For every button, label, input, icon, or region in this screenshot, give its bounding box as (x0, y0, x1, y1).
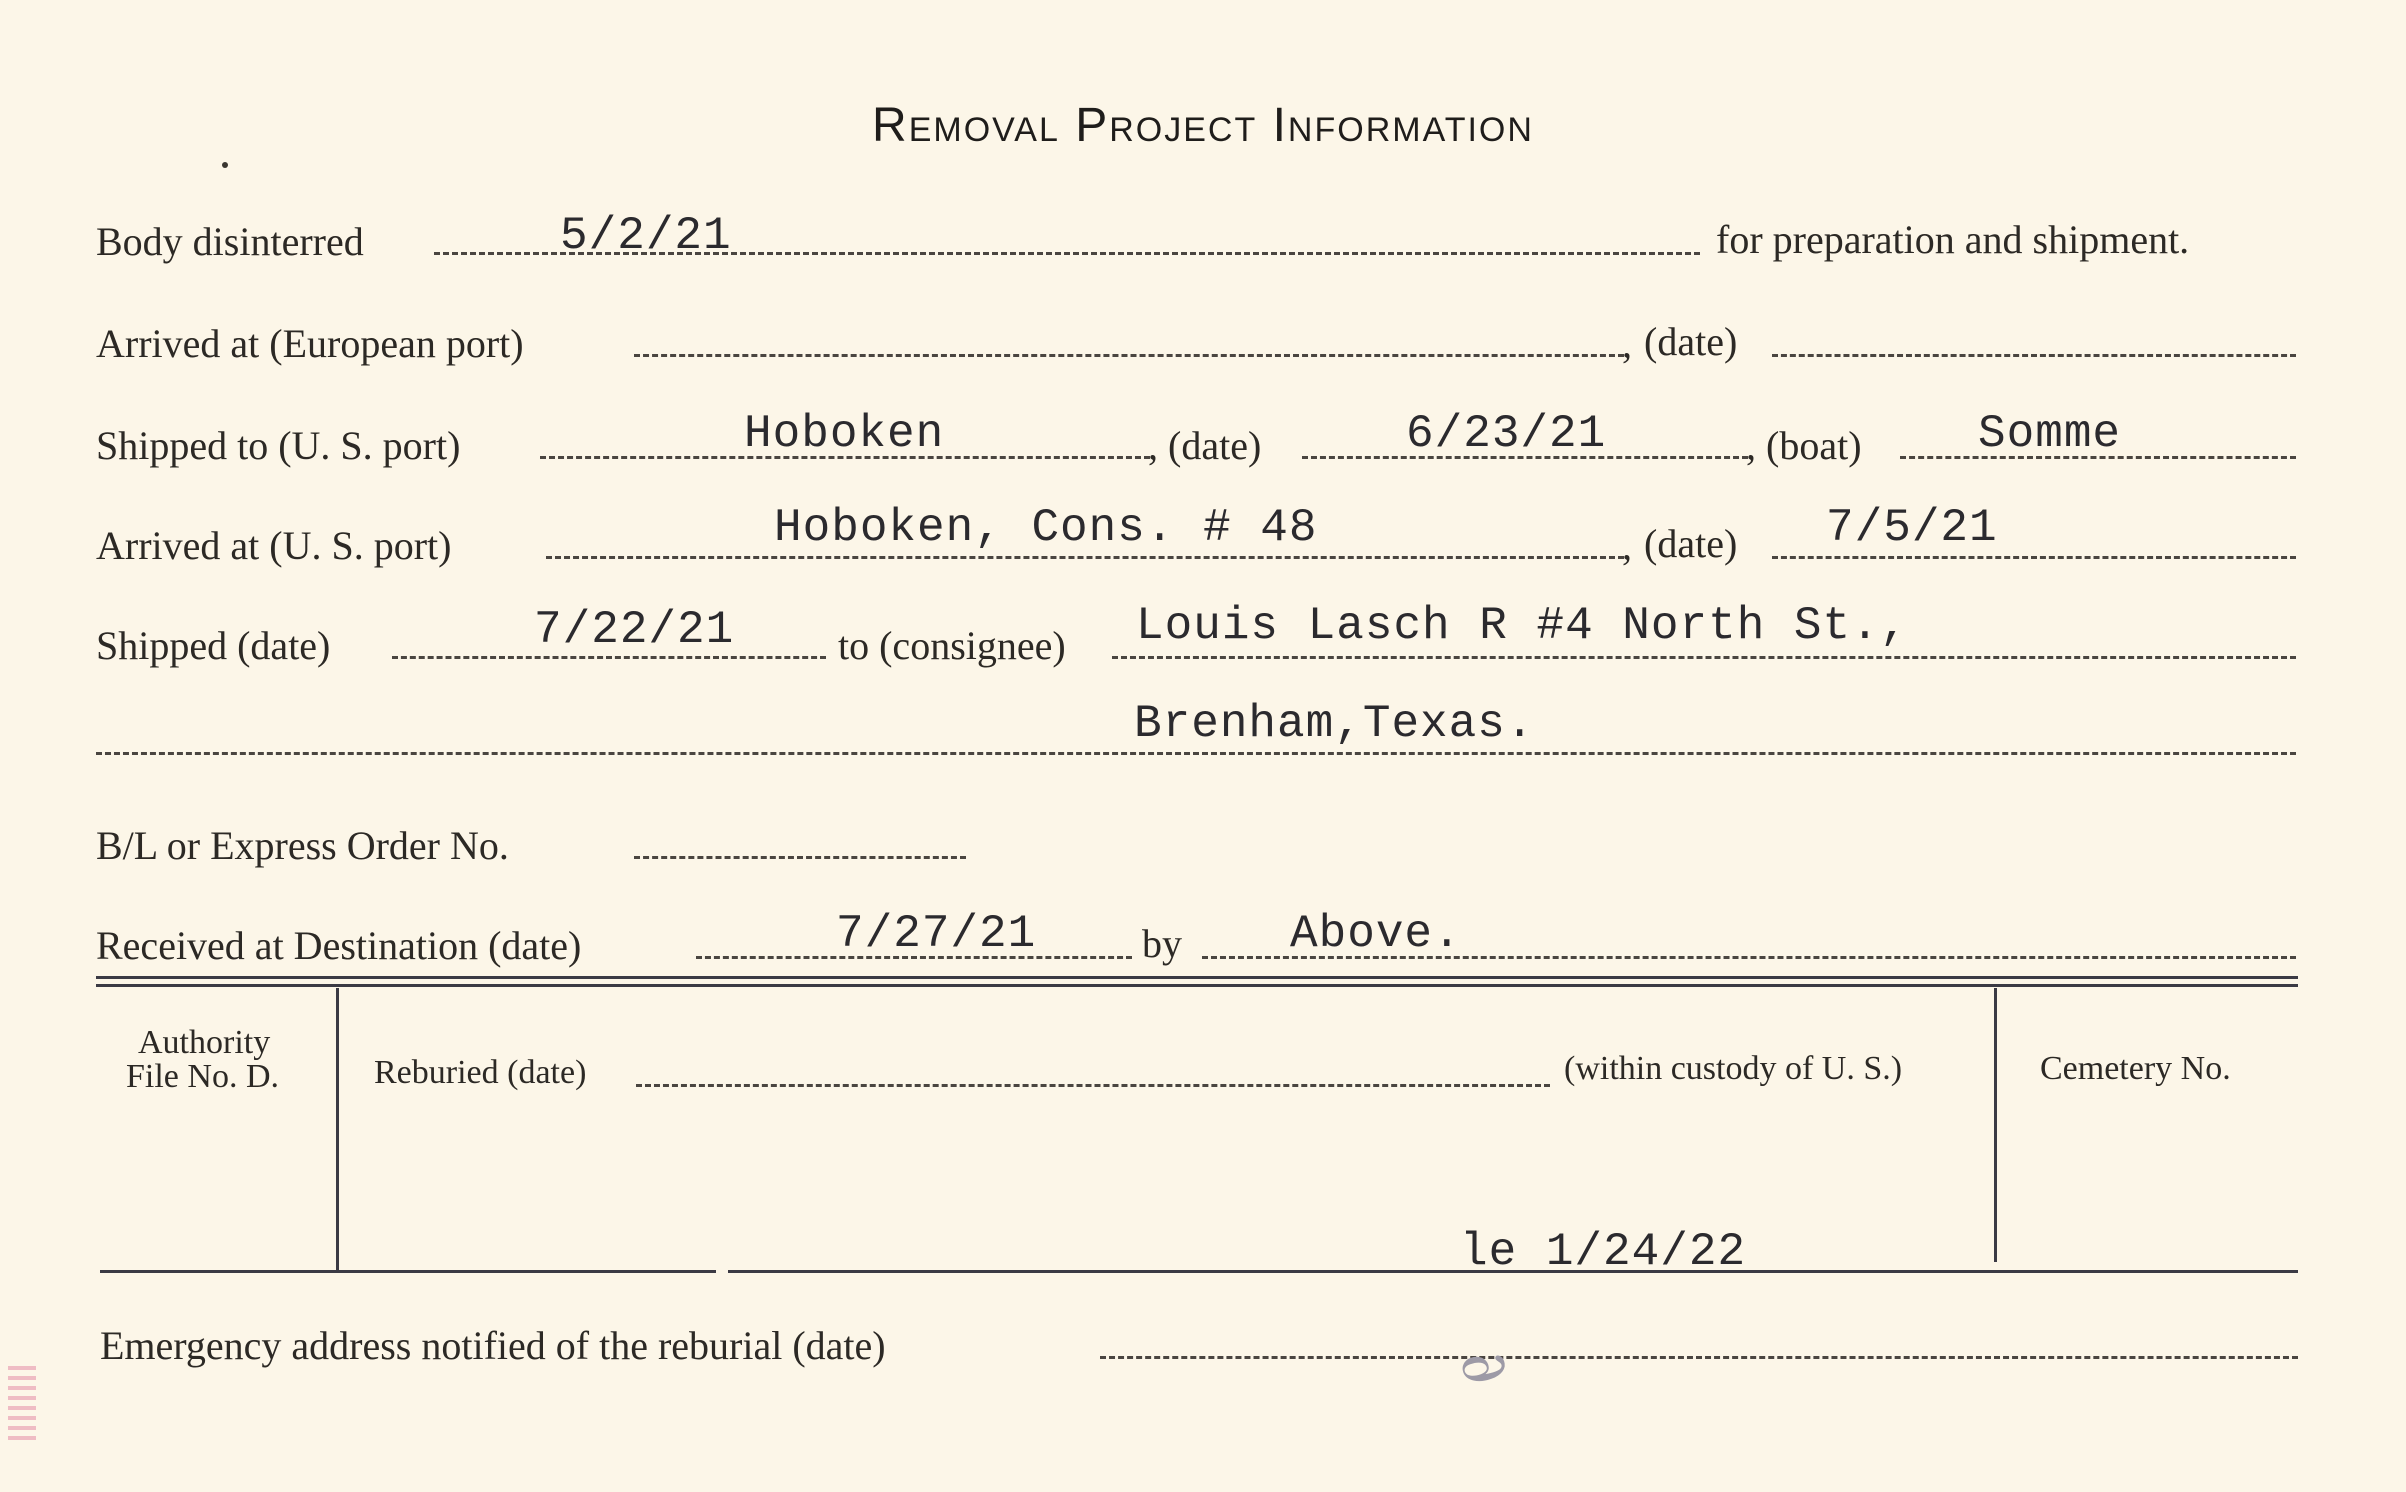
box-bottom-rule-right (728, 1270, 2298, 1273)
shipped-out-date-value: 7/22/21 (534, 604, 735, 656)
consignee-label: to (consignee) (838, 623, 1066, 668)
european-date-line (1772, 354, 2296, 357)
boat-label: , (boat) (1746, 423, 1862, 468)
consignee-line-2 (96, 752, 2296, 755)
arrived-us-label: Arrived at (U. S. port) (96, 523, 452, 568)
page-title: Removal Project Information (872, 99, 1534, 152)
consignee-line1-value: Louis Lasch R #4 North St., (1136, 600, 1909, 652)
received-by-value: Above. (1290, 908, 1462, 960)
cemetery-no-label: Cemetery No. (2040, 1050, 2231, 1087)
disinterred-date-value: 5/2/21 (560, 210, 732, 262)
comma-2: , (1622, 523, 1632, 568)
boat-value: Somme (1978, 408, 2122, 460)
bl-order-line (634, 856, 966, 859)
reburied-line (636, 1084, 1550, 1087)
ink-dot (222, 162, 228, 168)
pink-stain (8, 1360, 36, 1440)
arrived-us-date-label: (date) (1644, 521, 1738, 566)
cemetery-divider (1994, 988, 1997, 1262)
authority-divider (336, 988, 339, 1270)
box-bottom-rule-left (100, 1270, 716, 1273)
received-by-label: by (1142, 921, 1182, 966)
shipped-out-date-line (392, 656, 826, 659)
arrived-us-date-value: 7/5/21 (1826, 502, 1998, 554)
emergency-label: Emergency address notified of the reburial (date) (100, 1323, 886, 1368)
arrived-us-date-line (1772, 556, 2296, 559)
consignee-line-1 (1112, 656, 2296, 659)
received-dest-label: Received at Destination (date) (96, 923, 582, 968)
comma-1: , (1622, 321, 1632, 366)
emergency-line (1100, 1356, 2298, 1359)
arrived-us-port-value: Hoboken, Cons. # 48 (774, 502, 1318, 554)
file-no-label: File No. D. (126, 1058, 279, 1095)
section-rule-top (96, 976, 2298, 979)
shipped-out-date-label: Shipped (date) (96, 623, 331, 668)
authority-label: Authority (138, 1024, 271, 1061)
shipped-date-label: , (date) (1148, 423, 1262, 468)
for-preparation-label: for preparation and shipment. (1716, 217, 2190, 262)
within-custody-label: (within custody of U. S.) (1564, 1050, 1903, 1087)
body-disinterred-label: Body disinterred (96, 219, 364, 264)
shipped-date-value: 6/23/21 (1406, 408, 1607, 460)
bl-order-label: B/L or Express Order No. (96, 823, 509, 868)
us-port-value: Hoboken (744, 408, 945, 460)
pencil-check-mark: ∂ (1444, 1338, 1525, 1396)
european-date-label: (date) (1644, 319, 1738, 364)
consignee-line2-value: Brenham,Texas. (1134, 698, 1535, 750)
reburied-label: Reburied (date) (374, 1054, 587, 1091)
reburied-note-value: le 1/24/22 (1460, 1226, 1747, 1278)
received-date-value: 7/27/21 (836, 908, 1037, 960)
arrived-us-line (546, 556, 1624, 559)
arrived-european-line (634, 354, 1624, 357)
shipped-to-us-label: Shipped to (U. S. port) (96, 423, 461, 468)
section-rule-bottom (96, 984, 2298, 987)
arrived-european-label: Arrived at (European port) (96, 321, 524, 366)
